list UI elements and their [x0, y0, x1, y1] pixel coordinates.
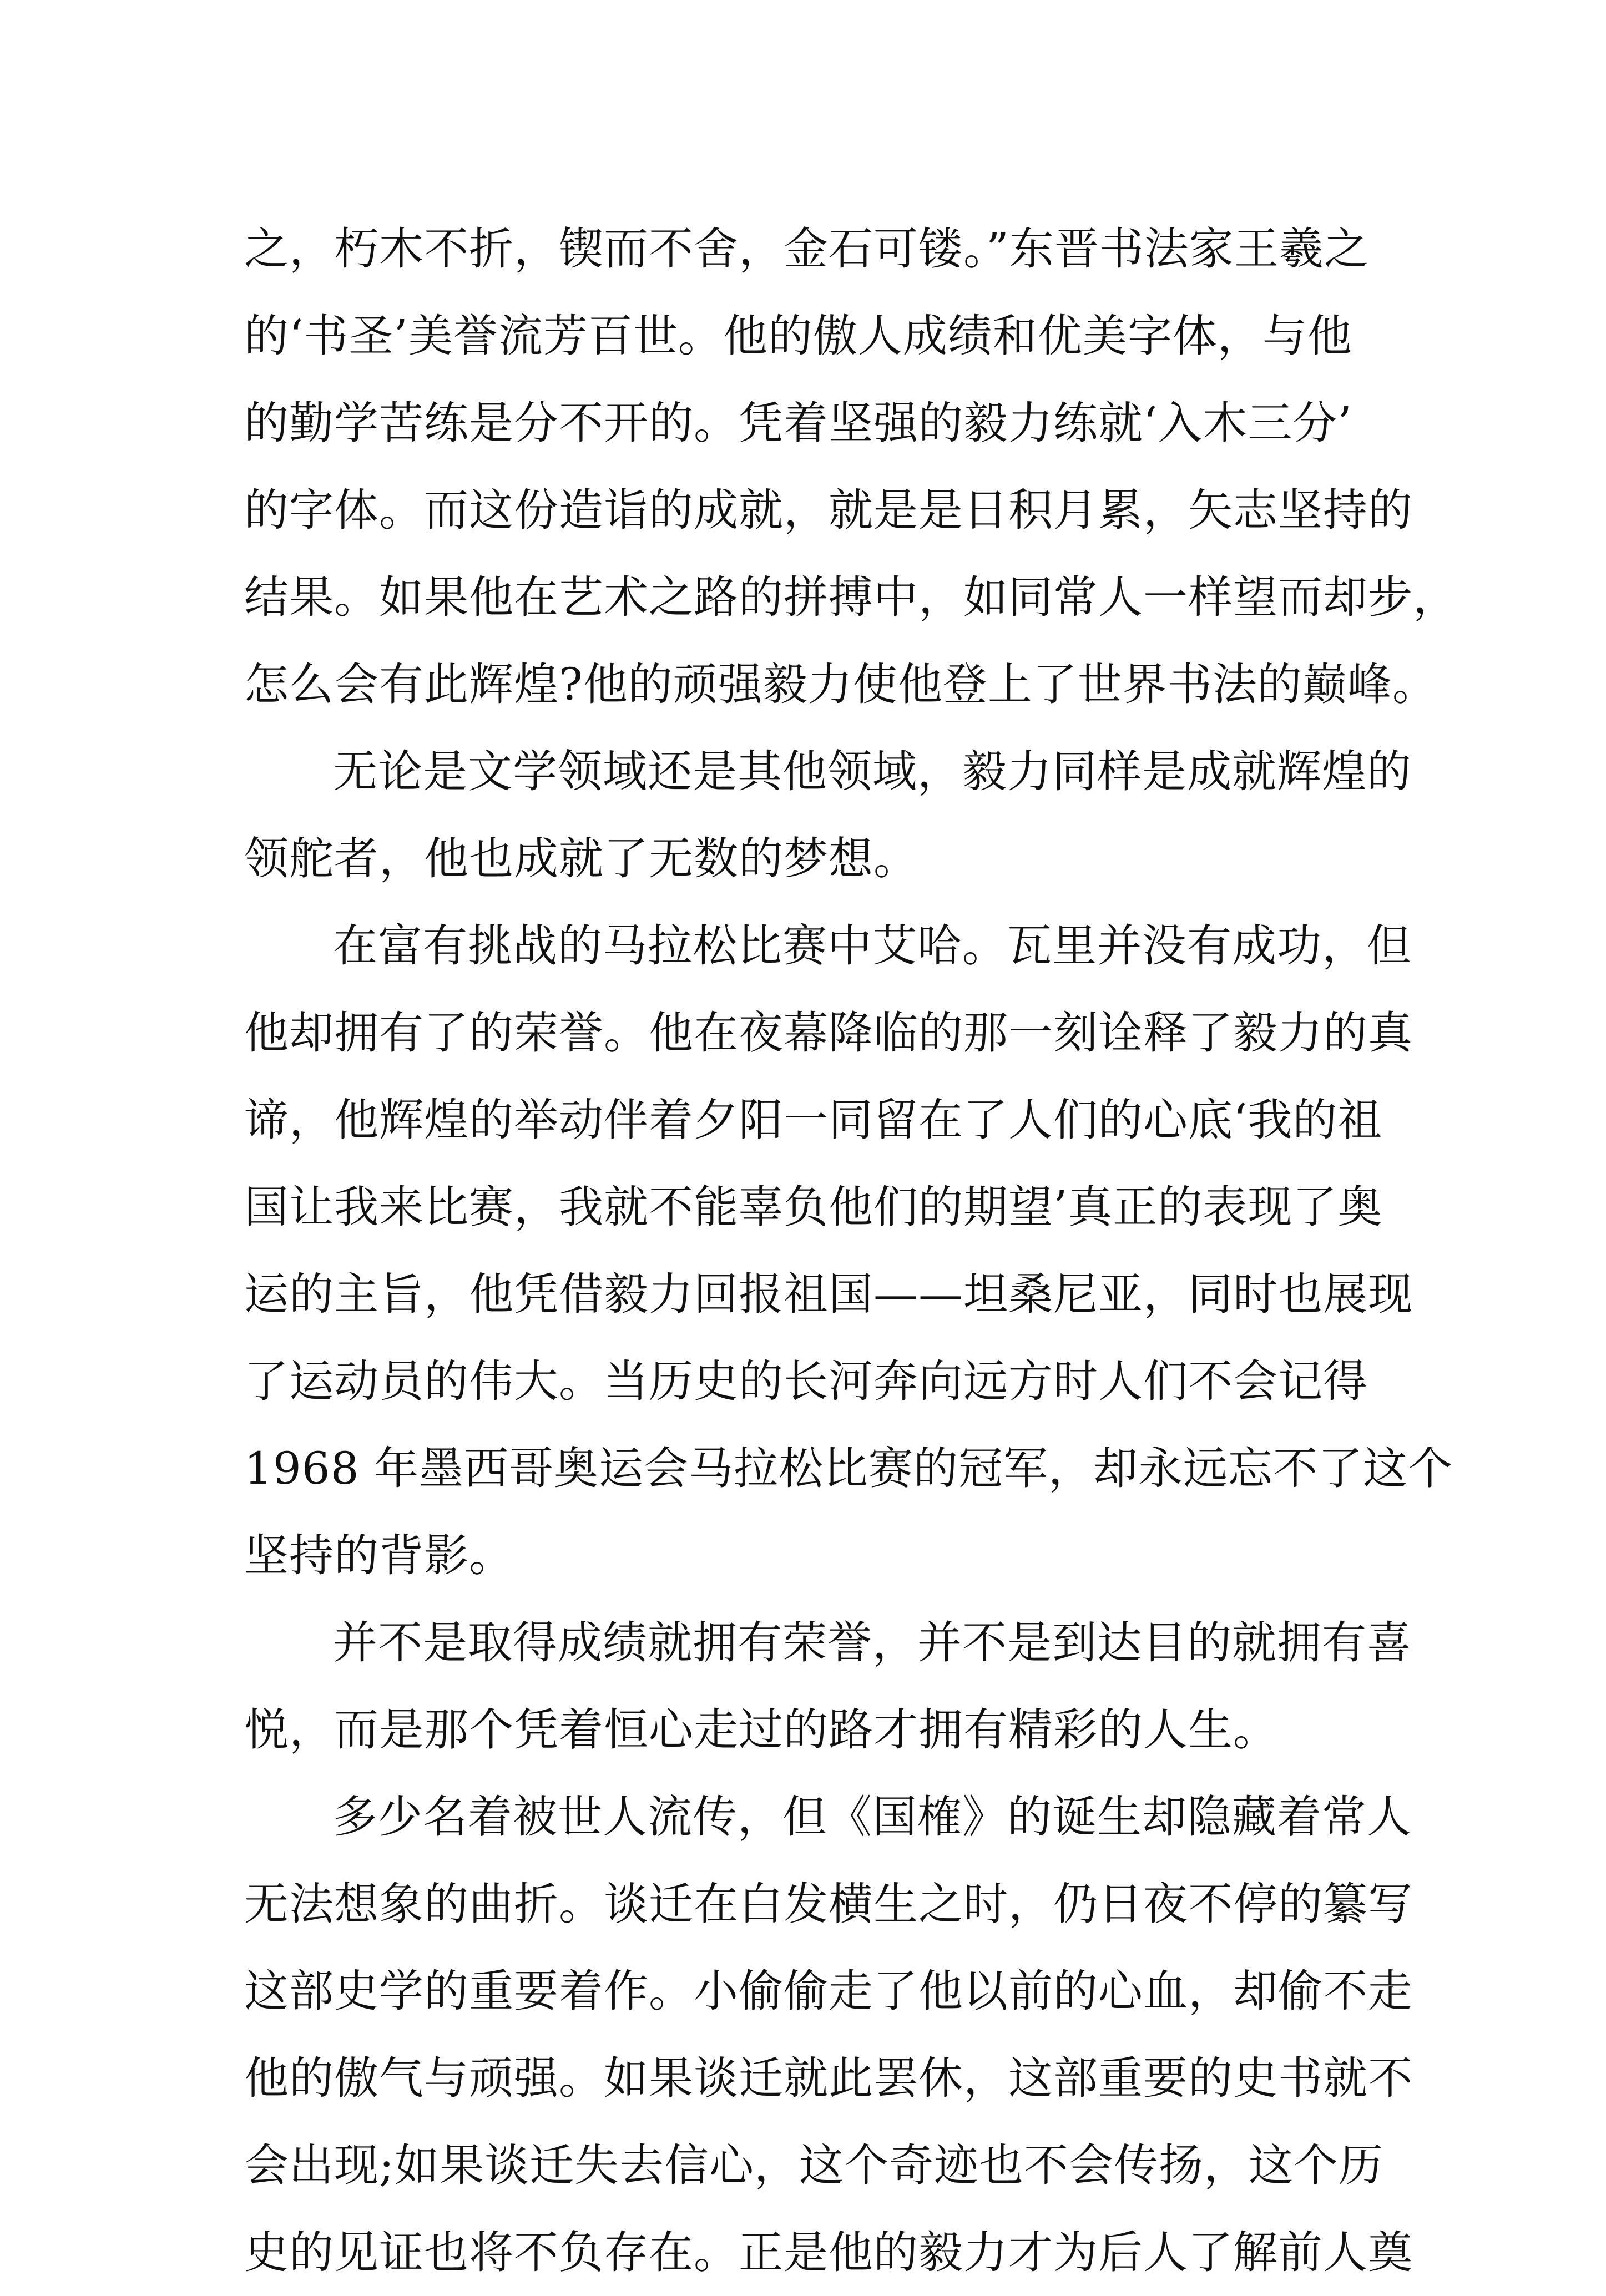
text-line: 这部史学的重要着作。小偷偷走了他以前的心血，却偷不走 — [244, 1965, 1413, 2017]
text-line: 结果。如果他在艺术之路的拼搏中，如同常人一样望而却步， — [244, 572, 1458, 623]
text-line: 史的见证也将不负存在。正是他的毅力才为后人了解前人奠 — [244, 2227, 1413, 2278]
text-line: 1968 年墨西哥奥运会马拉松比赛的冠军，却永远忘不了这个 — [244, 1443, 1453, 1494]
text-line: 领舵者，他也成就了无数的梦想。 — [244, 833, 918, 884]
essay-body — [244, 205, 1458, 2296]
text-line: 怎么会有此辉煌?他的顽强毅力使他登上了世界书法的巅峰。 — [244, 659, 1437, 710]
text-line: 之，朽木不折，锲而不舍，金石可镂。”东晋书法家王羲之 — [244, 223, 1369, 275]
paragraph-first-line: 多少名着被世人流传，但《国榷》的诞生却隐藏着常人 — [333, 1791, 1412, 1843]
text-line: 谛，他辉煌的举动伴着夕阳一同留在了人们的心底‘我的祖 — [244, 1094, 1383, 1146]
text-line: 悦，而是那个凭着恒心走过的路才拥有精彩的人生。 — [244, 1704, 1278, 1756]
text-line: 的‘书圣’美誉流芳百世。他的傲人成绩和优美字体，与他 — [244, 310, 1352, 362]
paragraph-first-line: 并不是取得成绩就拥有荣誉，并不是到达目的就拥有喜 — [333, 1617, 1412, 1668]
text-line: 运的主旨，他凭借毅力回报祖国——坦桑尼亚，同时也展现 — [244, 1268, 1413, 1320]
text-line: 国让我来比赛，我就不能辜负他们的期望’真正的表现了奥 — [244, 1181, 1383, 1233]
paragraph-first-line: 无论是文学领域还是其他领域，毅力同样是成就辉煌的 — [333, 746, 1412, 797]
text-line: 的勤学苦练是分不开的。凭着坚强的毅力练就‘入木三分’ — [244, 397, 1352, 449]
text-line: 无法想象的曲折。谈迁在白发横生之时，仍日夜不停的纂写 — [244, 1878, 1413, 1930]
text-line: 他的傲气与顽强。如果谈迁就此罢休，这部重要的史书就不 — [244, 2052, 1413, 2104]
text-line: 坚持的背影。 — [244, 1530, 514, 1581]
text-line: 了运动员的伟大。当历史的长河奔向远方时人们不会记得 — [244, 1356, 1368, 1407]
paragraph-first-line: 在富有挑战的马拉松比赛中艾哈。瓦里并没有成功，但 — [333, 920, 1412, 972]
text-line: 会出现;如果谈迁失去信心，这个奇迹也不会传扬，这个历 — [244, 2140, 1383, 2191]
text-line: 的字体。而这份造诣的成就，就是是日积月累，矢志坚持的 — [244, 484, 1413, 536]
text-line: 他却拥有了的荣誉。他在夜幕降临的那一刻诠释了毅力的真 — [244, 1007, 1413, 1059]
